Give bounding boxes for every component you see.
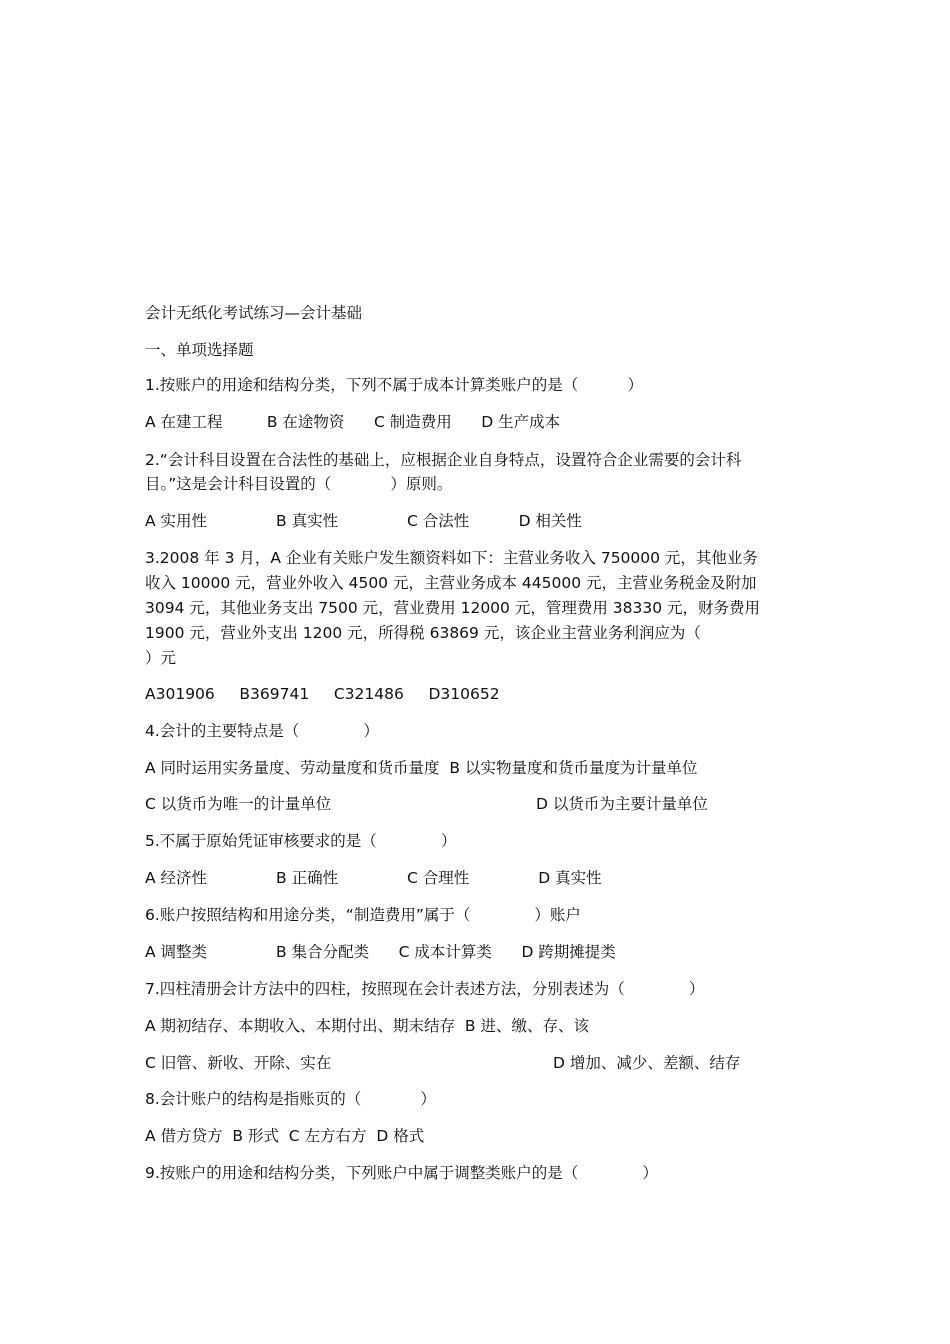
question-7: 7.四柱清册会计方法中的四柱，按照现在会计表述方法，分别表述为（ ） (145, 980, 705, 998)
question-8: 8.会计账户的结构是指账页的（ ） (145, 1090, 436, 1108)
question-2-line-2: 目。”这是会计科目设置的（ ）原则。 (145, 475, 453, 493)
question-5: 5.不属于原始凭证审核要求的是（ ） (145, 832, 457, 850)
question-3-line-2: 收入 10000 元，营业外收入 4500 元，主营业务成本 445000 元，主营业务税金及附加 (145, 574, 757, 592)
question-1-options: A 在建工程 B 在途物资 C 制造费用 D 生产成本 (145, 413, 561, 431)
question-3-options: A301906 B369741 C321486 D310652 (145, 685, 500, 703)
question-7-option-c: C 旧管、新收、开除、实在 (145, 1054, 332, 1072)
question-3-line-5: ）元 (145, 649, 177, 667)
question-7-option-d: D 增加、减少、差额、结存 (553, 1054, 741, 1072)
question-4-option-c: C 以货币为唯一的计量单位 (145, 795, 332, 813)
question-4-option-d: D 以货币为主要计量单位 (536, 795, 708, 813)
question-3-line-1: 3.2008 年 3 月，A 企业有关账户发生额资料如下：主营业务收入 750000 元，其他业务 (145, 549, 758, 567)
question-4-options-ab: A 同时运用实务量度、劳动量度和货币量度 B 以实物量度和货币量度为计量单位 (145, 759, 698, 777)
question-4: 4.会计的主要特点是（ ） (145, 722, 379, 740)
question-7-options-ab: A 期初结存、本期收入、本期付出、期末结存 B 进、缴、存、该 (145, 1017, 589, 1035)
question-2-line-1: 2.“会计科目设置在合法性的基础上，应根据企业自身特点，设置符合企业需要的会计科 (145, 451, 742, 469)
question-2-options: A 实用性 B 真实性 C 合法性 D 相关性 (145, 512, 582, 530)
question-6-options: A 调整类 B 集合分配类 C 成本计算类 D 跨期摊提类 (145, 943, 616, 961)
document-title: 会计无纸化考试练习—会计基础 (145, 304, 363, 322)
question-9: 9.按账户的用途和结构分类，下列账户中属于调整类账户的是（ ） (145, 1164, 658, 1182)
question-5-options: A 经济性 B 正确性 C 合理性 D 真实性 (145, 869, 602, 887)
section-heading: 一、单项选择题 (145, 341, 254, 359)
question-1: 1.按账户的用途和结构分类，下列不属于成本计算类账户的是（ ） (145, 376, 644, 394)
question-3-line-3: 3094 元，其他业务支出 7500 元，营业费用 12000 元，管理费用 38330 元，财务费用 (145, 599, 760, 617)
question-8-options: A 借方贷方 B 形式 C 左方右方 D 格式 (145, 1127, 425, 1145)
question-6: 6.账户按照结构和用途分类，“制造费用”属于（ ）账户 (145, 906, 581, 924)
question-3-line-4: 1900 元，营业外支出 1200 元，所得税 63869 元，该企业主营业务利润应为（ (145, 624, 701, 642)
